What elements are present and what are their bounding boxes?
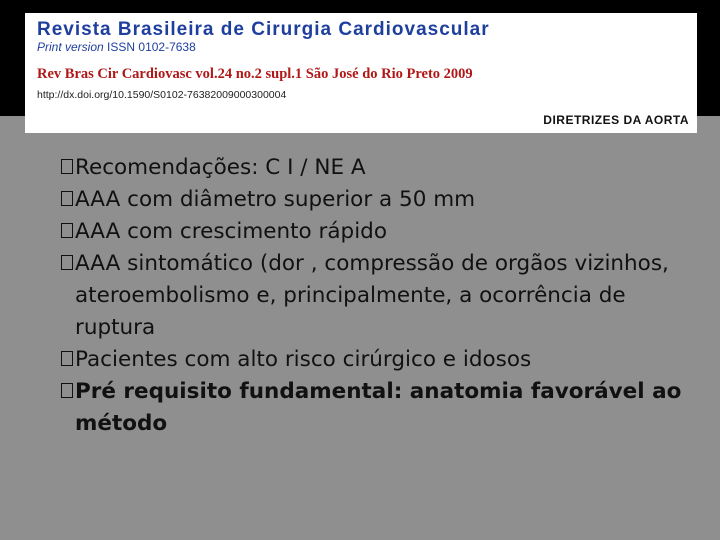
citation: Rev Bras Cir Cardiovasc vol.24 no.2 supl.1 São José do Rio Preto 2009 <box>37 66 473 82</box>
bullet-item <box>62 152 702 184</box>
bullet-text: AAA sintomático (dor , compressão de orgãos vizinhos, ateroembolismo e, principalmente, a ocorrência de ruptura <box>75 251 669 340</box>
print-version-label: Print version <box>37 40 104 54</box>
bullet-item <box>62 248 702 344</box>
journal-title: Revista Brasileira de Cirurgia Cardiovascular <box>37 19 490 40</box>
bullet-item <box>62 184 702 216</box>
print-version-line <box>37 41 687 54</box>
doi-link: http://dx.doi.org/10.1590/S0102-76382009000300004 <box>37 89 287 101</box>
journal-header-image <box>25 13 697 133</box>
bullet-list <box>62 152 702 440</box>
square-outline-icon <box>61 223 73 238</box>
square-outline-icon <box>61 159 73 174</box>
bullet-text: Pré requisito fundamental: anatomia favorável ao método <box>75 379 682 436</box>
bullet-item <box>62 216 702 248</box>
bullet-item <box>62 344 702 376</box>
square-outline-icon <box>61 351 73 366</box>
bullet-text: AAA com crescimento rápido <box>75 219 387 244</box>
bullet-text: Recomendações: C I / NE A <box>75 155 366 180</box>
bullet-text: AAA com diâmetro superior a 50 mm <box>75 187 476 212</box>
square-outline-icon <box>61 255 73 270</box>
square-outline-icon <box>61 383 73 398</box>
bullet-text: Pacientes com alto risco cirúrgico e idosos <box>75 347 532 372</box>
square-outline-icon <box>61 191 73 206</box>
bullet-item <box>62 376 702 440</box>
issn: ISSN 0102-7638 <box>107 40 196 54</box>
section-label: DIRETRIZES DA AORTA <box>543 113 689 127</box>
